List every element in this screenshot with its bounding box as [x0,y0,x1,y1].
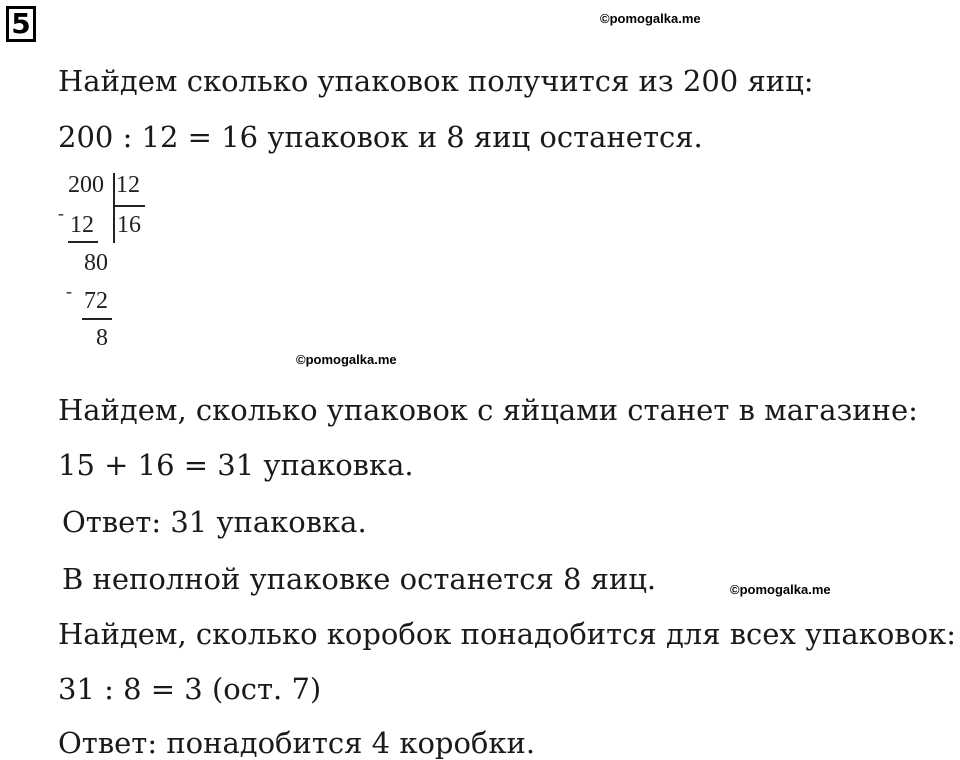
text-answer-2: Ответ: понадобится 4 коробки. [58,726,536,760]
division-quotient: 16 [117,212,141,238]
division-vertical-bar [113,173,115,243]
division-divisor: 12 [116,172,140,198]
text-division-result: 200 : 12 = 16 упаковок и 8 яиц останется. [58,120,703,154]
division-minus-sign: - [66,281,72,301]
division-dividend: 200 [68,172,104,198]
text-answer-1: Ответ: 31 упаковка. [62,505,367,539]
watermark: ©pomogalka.me [296,352,397,367]
division-minus-sign: - [58,203,64,223]
text-find-packs: Найдем сколько упаковок получится из 200 яиц: [58,64,814,98]
text-find-total: Найдем, сколько упаковок с яйцами станет в магазине: [58,393,918,427]
division-quotient-bar [113,205,145,207]
text-find-boxes: Найдем, сколько коробок понадобится для всех упаковок: [58,617,956,651]
division-remainder: 8 [96,325,108,351]
division-step2-remainder: 80 [84,250,108,276]
division-step1-subtrahend: 12 [70,212,94,238]
task-number-badge: 5 [6,6,36,42]
watermark: ©pomogalka.me [600,11,701,26]
division-step2-subtrahend: 72 [84,288,108,314]
watermark: ©pomogalka.me [730,582,831,597]
text-box-division: 31 : 8 = 3 (ост. 7) [58,672,322,706]
division-step1-line [68,241,98,243]
long-division [56,170,166,355]
text-partial-pack: В неполной упаковке останется 8 яиц. [62,562,657,596]
division-step2-line [82,318,112,320]
text-sum: 15 + 16 = 31 упаковка. [58,448,414,482]
